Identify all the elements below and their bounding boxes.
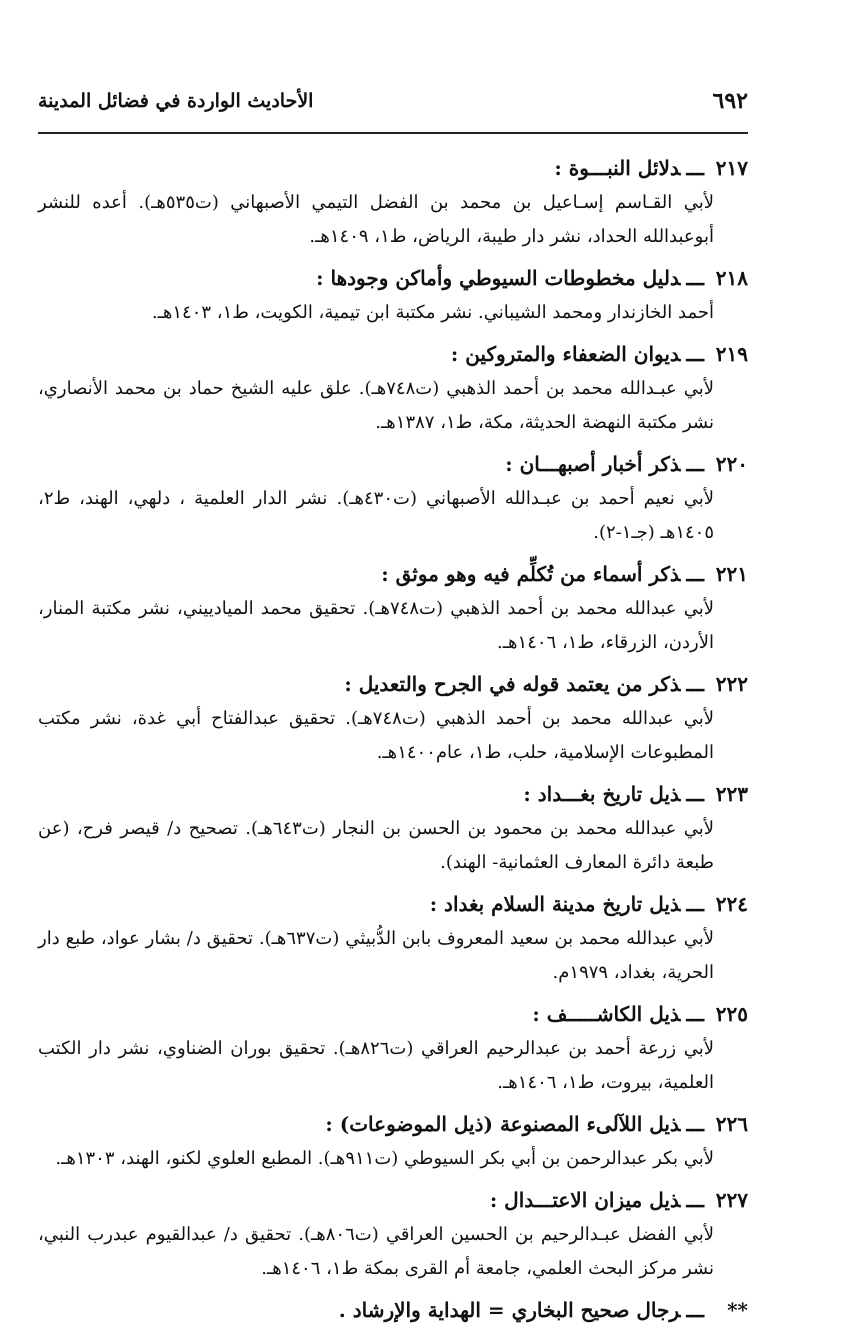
entry-217 xyxy=(38,150,748,254)
entry-body: لأبي بكر عبدالرحمن بن أبي بكر السيوطي (ت٩١١هـ). المطبع العلوي لكنو، الهند، ١٣٠٣هـ. xyxy=(55,1148,714,1169)
dash: ـــ xyxy=(686,156,704,180)
dash: ـــ xyxy=(686,342,704,366)
entry-title: ذيل تاريخ بغـــداد : xyxy=(523,782,681,806)
entry-title: ذيل الكاشـــــف : xyxy=(532,1002,681,1026)
entry-number: ٢٢٠ xyxy=(715,452,748,476)
entry-body: لأبي نعيم أحمد بن عبـدالله الأصبهاني (ت٤٣٠هـ). نشر الدار العلمية ، دلهي، الهند، ط٢، ١٤٠٥هـ (جـ١-٢). xyxy=(38,488,715,543)
entry-body: لأبي القـاسم إسـاعيل بن محمد بن الفضل التيمي الأصبهاني (ت٥٣٥هـ). أعده للنشر أبوعبدالله الحداد، نشر دار طيبة، الرياض، ط١، ١٤٠٩هـ. xyxy=(38,192,715,247)
entry-number: ٢٢٧ xyxy=(715,1188,748,1212)
entry-number: ٢٢٥ xyxy=(715,1002,748,1026)
entry-title: دليل مخطوطات السيوطي وأماكن وجودها : xyxy=(316,266,681,290)
entry-heading xyxy=(38,886,748,922)
entry-number: ٢٢٣ xyxy=(715,782,748,806)
entry-body: أحمد الخازندار ومحمد الشيباني. نشر مكتبة ابن تيمية، الكويت، ط١، ١٤٠٣هـ. xyxy=(151,302,714,323)
cross-reference-text: رجال صحيح البخاري = الهداية والإرشاد . xyxy=(338,1298,681,1322)
entry-226 xyxy=(38,1106,748,1176)
entry-body: لأبي عبدالله محمد بن أحمد الذهبي (ت٧٤٨هـ). تحقيق عبدالفتاح أبي غدة، نشر مكتب المطبوعات الإسلامية، حلب، ط١، عام١٤٠٠هـ. xyxy=(38,708,714,763)
entry-title: ذكر من يعتمد قوله في الجرح والتعديل : xyxy=(344,672,681,696)
entry-heading xyxy=(38,556,748,592)
entry-heading xyxy=(38,260,748,296)
entry-number: ٢١٧ xyxy=(715,156,748,180)
entry-body: لأبي عبـدالله محمد بن أحمد الذهبي (ت٧٤٨هـ). علق عليه الشيخ حماد بن محمد الأنصاري، نشر مكتبة النهضة الحديثة، مكة، ط١، ١٣٨٧هـ. xyxy=(38,378,715,433)
entry-number: ٢١٩ xyxy=(715,342,748,366)
dash: ـــ xyxy=(686,1298,704,1322)
dash: ـــ xyxy=(686,1112,704,1136)
entry-heading xyxy=(38,1182,748,1218)
bibliography-list xyxy=(38,150,748,1328)
cross-reference-marker: ** xyxy=(727,1298,748,1322)
page-header xyxy=(38,80,748,136)
entry-title: ذكر أخبار أصبهـــان : xyxy=(505,452,681,476)
entry-title: ذيل تاريخ مدينة السلام بغداد : xyxy=(429,892,681,916)
dash: ـــ xyxy=(686,562,704,586)
entry-number: ٢١٨ xyxy=(715,266,748,290)
cross-reference xyxy=(38,1292,748,1328)
dash: ـــ xyxy=(686,672,704,696)
dash: ـــ xyxy=(686,892,704,916)
entry-number: ٢٢١ xyxy=(715,562,748,586)
entry-title: ذيل ميزان الاعتـــدال : xyxy=(489,1188,681,1212)
entry-title: ديوان الضعفاء والمتروكين : xyxy=(450,342,681,366)
dash: ـــ xyxy=(686,266,704,290)
dash: ـــ xyxy=(686,782,704,806)
entry-body: لأبي عبدالله محمد بن سعيد المعروف بابن الدُّبيثي (ت٦٣٧هـ). تحقيق د/ بشار عواد، طبع دار الحرية، بغداد، ١٩٧٩م. xyxy=(38,928,714,983)
entry-221 xyxy=(38,556,748,660)
entry-title: دلائل النبـــوة : xyxy=(554,156,681,180)
entry-227 xyxy=(38,1182,748,1286)
entry-number: ٢٢٤ xyxy=(715,892,748,916)
entry-heading xyxy=(38,776,748,812)
entry-heading xyxy=(38,336,748,372)
entry-223 xyxy=(38,776,748,880)
entry-220 xyxy=(38,446,748,550)
entry-224 xyxy=(38,886,748,990)
entry-number: ٢٢٦ xyxy=(715,1112,748,1136)
entry-218 xyxy=(38,260,748,330)
header-rule xyxy=(38,132,748,134)
entry-heading xyxy=(38,150,748,186)
entry-219 xyxy=(38,336,748,440)
page-number: ٦٩٢ xyxy=(712,88,748,114)
entry-title: ذكر أسماء من تُكلِّم فيه وهو موثق : xyxy=(381,562,681,586)
entry-body: لأبي عبدالله محمد بن أحمد الذهبي (ت٧٤٨هـ). تحقيق محمد الميادييني، نشر مكتبة المنار، الأردن، الزرقاء، ط١، ١٤٠٦هـ. xyxy=(38,598,714,653)
entry-heading xyxy=(38,996,748,1032)
entry-number: ٢٢٢ xyxy=(715,672,748,696)
entry-222 xyxy=(38,666,748,770)
entry-heading xyxy=(38,1106,748,1142)
dash: ـــ xyxy=(686,452,704,476)
entry-heading xyxy=(38,446,748,482)
entry-heading xyxy=(38,666,748,702)
entry-body: لأبي زرعة أحمد بن عبدالرحيم العراقي (ت٨٢٦هـ). تحقيق بوران الضناوي، نشر دار الكتب العلمية، بيروت، ط١، ١٤٠٦هـ. xyxy=(38,1038,714,1093)
entry-225 xyxy=(38,996,748,1100)
entry-title: ذيل اللآلىء المصنوعة (ذيل الموضوعات) : xyxy=(325,1112,681,1136)
entry-body: لأبي الفضل عبـدالرحيم بن الحسين العراقي (ت٨٠٦هـ). تحقيق د/ عبدالقيوم عبدرب النبي، نشر مركز البحث العلمي، جامعة أم القرى بمكة ط١، ١٤٠٦هـ. xyxy=(38,1224,714,1279)
dash: ـــ xyxy=(686,1188,704,1212)
entry-body: لأبي عبدالله محمد بن محمود بن الحسن بن النجار (ت٦٤٣هـ). تصحيح د/ قيصر فرح، (عن طبعة دائرة المعارف العثمانية- الهند). xyxy=(38,818,715,873)
dash: ـــ xyxy=(686,1002,704,1026)
running-title: الأحاديث الواردة في فضائل المدينة xyxy=(38,90,314,112)
